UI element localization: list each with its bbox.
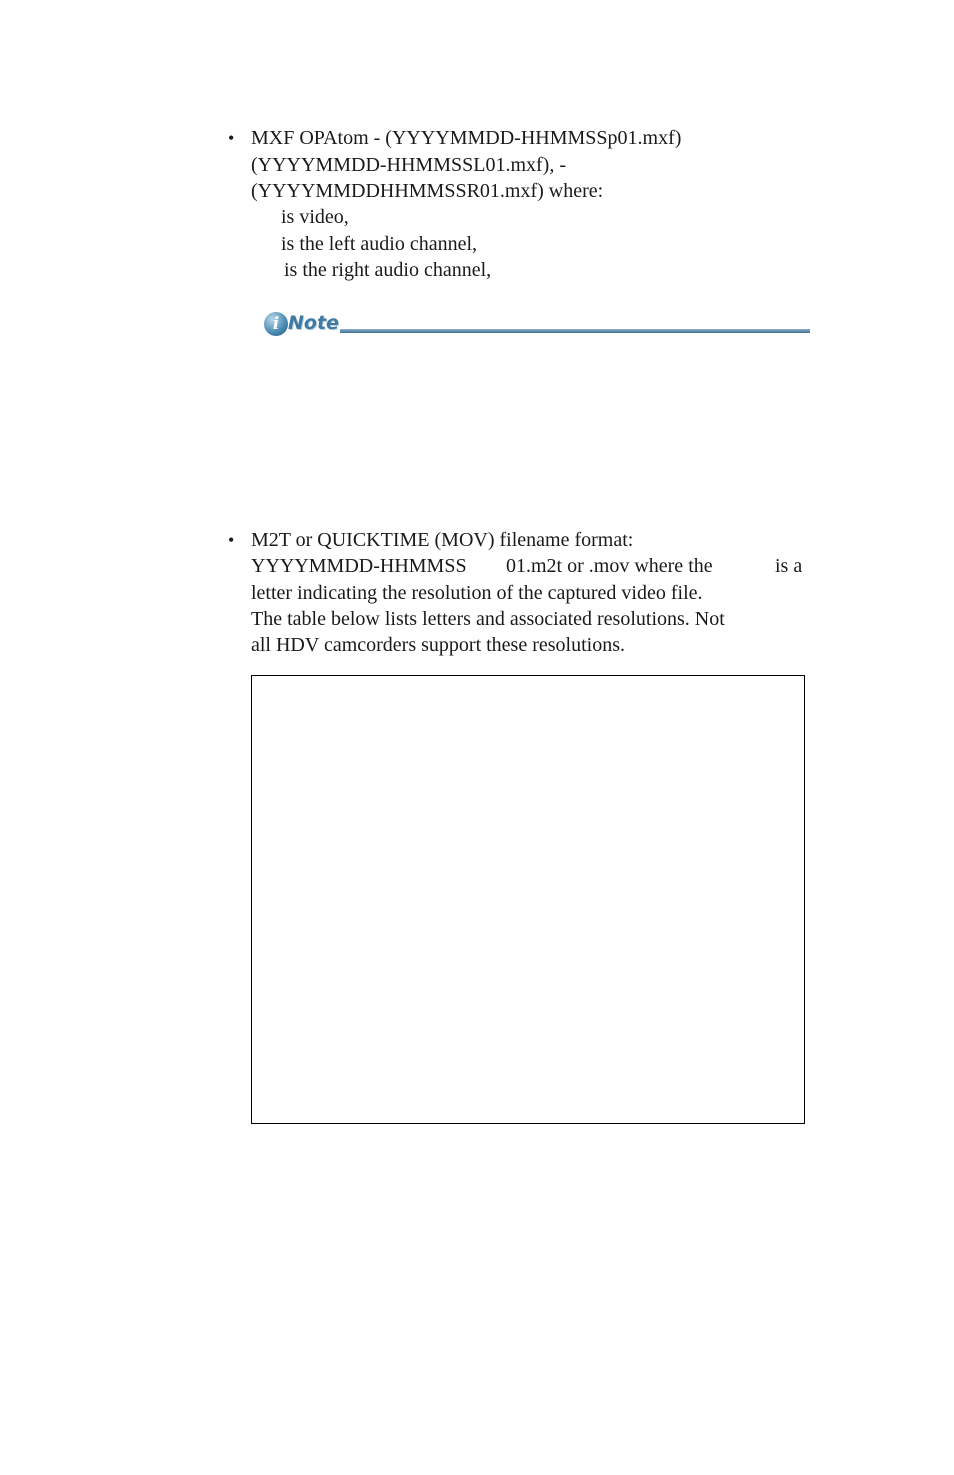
mxf-format-line-2: (YYYYMMDD-HHMMSSL01.mxf), - [251,154,566,176]
mxf-format-line-3: (YYYYMMDDHHMMSSR01.mxf) where: [251,180,604,202]
note-label: Note [288,312,339,334]
bullet-mxf: • [228,128,235,148]
mxf-format-line-1: MXF OPAtom - (YYYYMMDD-HHMMSSp01.mxf) [251,127,682,149]
m2t-format-line-3: letter indicating the resolution of the captured video file. [251,582,703,604]
note-banner [264,310,812,340]
note-divider [340,329,810,333]
def-left-audio: is the left audio channel, [281,233,478,255]
info-icon: i [264,312,288,336]
bullet-m2t: • [228,530,235,550]
resolution-table [251,675,805,1124]
m2t-format-line-1: M2T or QUICKTIME (MOV) filename format: [251,529,634,551]
m2t-format-line-4: The table below lists letters and associated resolutions. Not [251,608,725,630]
def-video: is video, [281,206,349,228]
m2t-format-prefix: YYYYMMDD-HHMMSS [251,555,467,577]
m2t-format-suffix: 01.m2t or .mov where the [506,555,713,577]
m2t-format-line-5: all HDV camcorders support these resolutions. [251,634,625,656]
m2t-format-tail: is a [775,555,803,577]
def-right-audio: is the right audio channel, [284,259,492,281]
